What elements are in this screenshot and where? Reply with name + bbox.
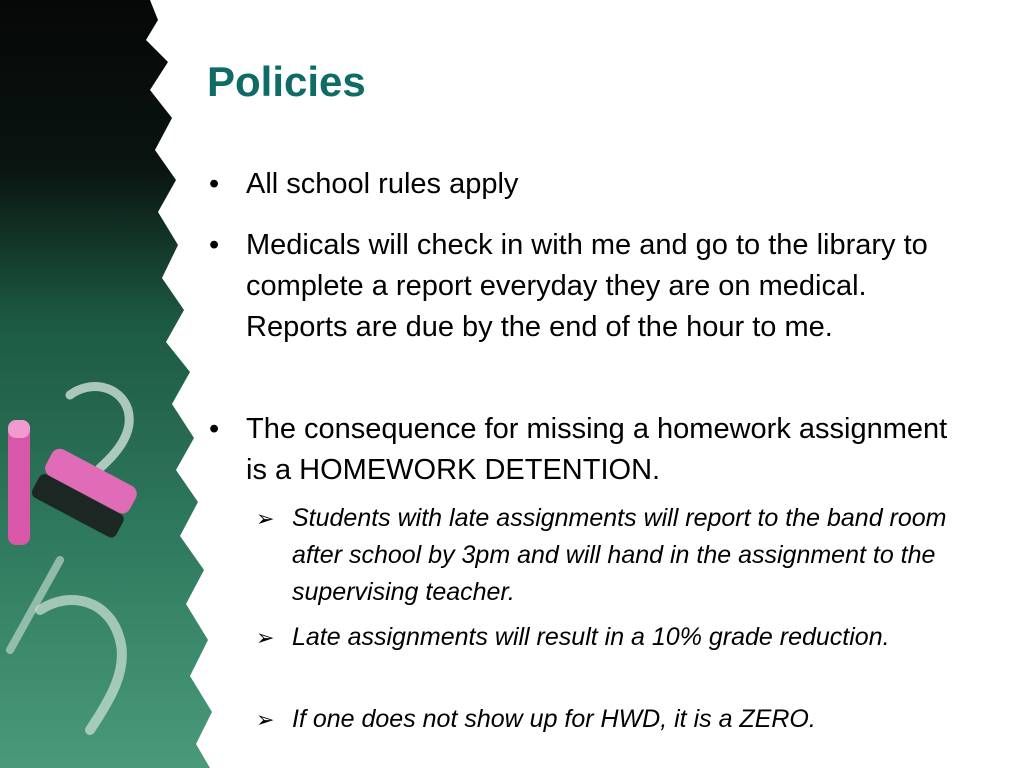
sub-bullet-text: Late assignments will result in a 10% grade reduction.: [292, 623, 890, 651]
bullet-item: [209, 164, 966, 205]
bullet-dot-icon: •: [209, 229, 220, 261]
bullet-text: The consequence for missing a homework assignment is a HOMEWORK DETENTION.: [246, 413, 948, 486]
bullet-text: Medicals will check in with me and go to the library to complete a report everyday they are on medical. Reports are due by the end of the hour to me.: [246, 229, 928, 343]
slide-title: Policies: [207, 58, 366, 105]
sub-bullet-item: [256, 500, 972, 611]
arrow-bullet-icon: ➢: [256, 506, 275, 531]
chalkboard-chalk-illustration: [0, 0, 230, 768]
sub-bullet-text: If one does not show up for HWD, it is a ZERO.: [292, 705, 816, 733]
sub-bullet-item: [256, 701, 972, 738]
sub-bullet-item: [256, 619, 972, 656]
bullet-item: [209, 409, 966, 491]
arrow-bullet-icon: ➢: [256, 707, 275, 732]
arrow-bullet-icon: ➢: [256, 625, 275, 650]
bullet-item: [209, 225, 966, 348]
sub-bullet-text: Students with late assignments will report to the band room after school by 3pm and will hand in the assignment to the supervising teacher.: [292, 504, 947, 606]
bullet-dot-icon: •: [209, 168, 220, 200]
bullet-dot-icon: •: [209, 413, 220, 445]
bullet-text: All school rules apply: [246, 168, 519, 200]
